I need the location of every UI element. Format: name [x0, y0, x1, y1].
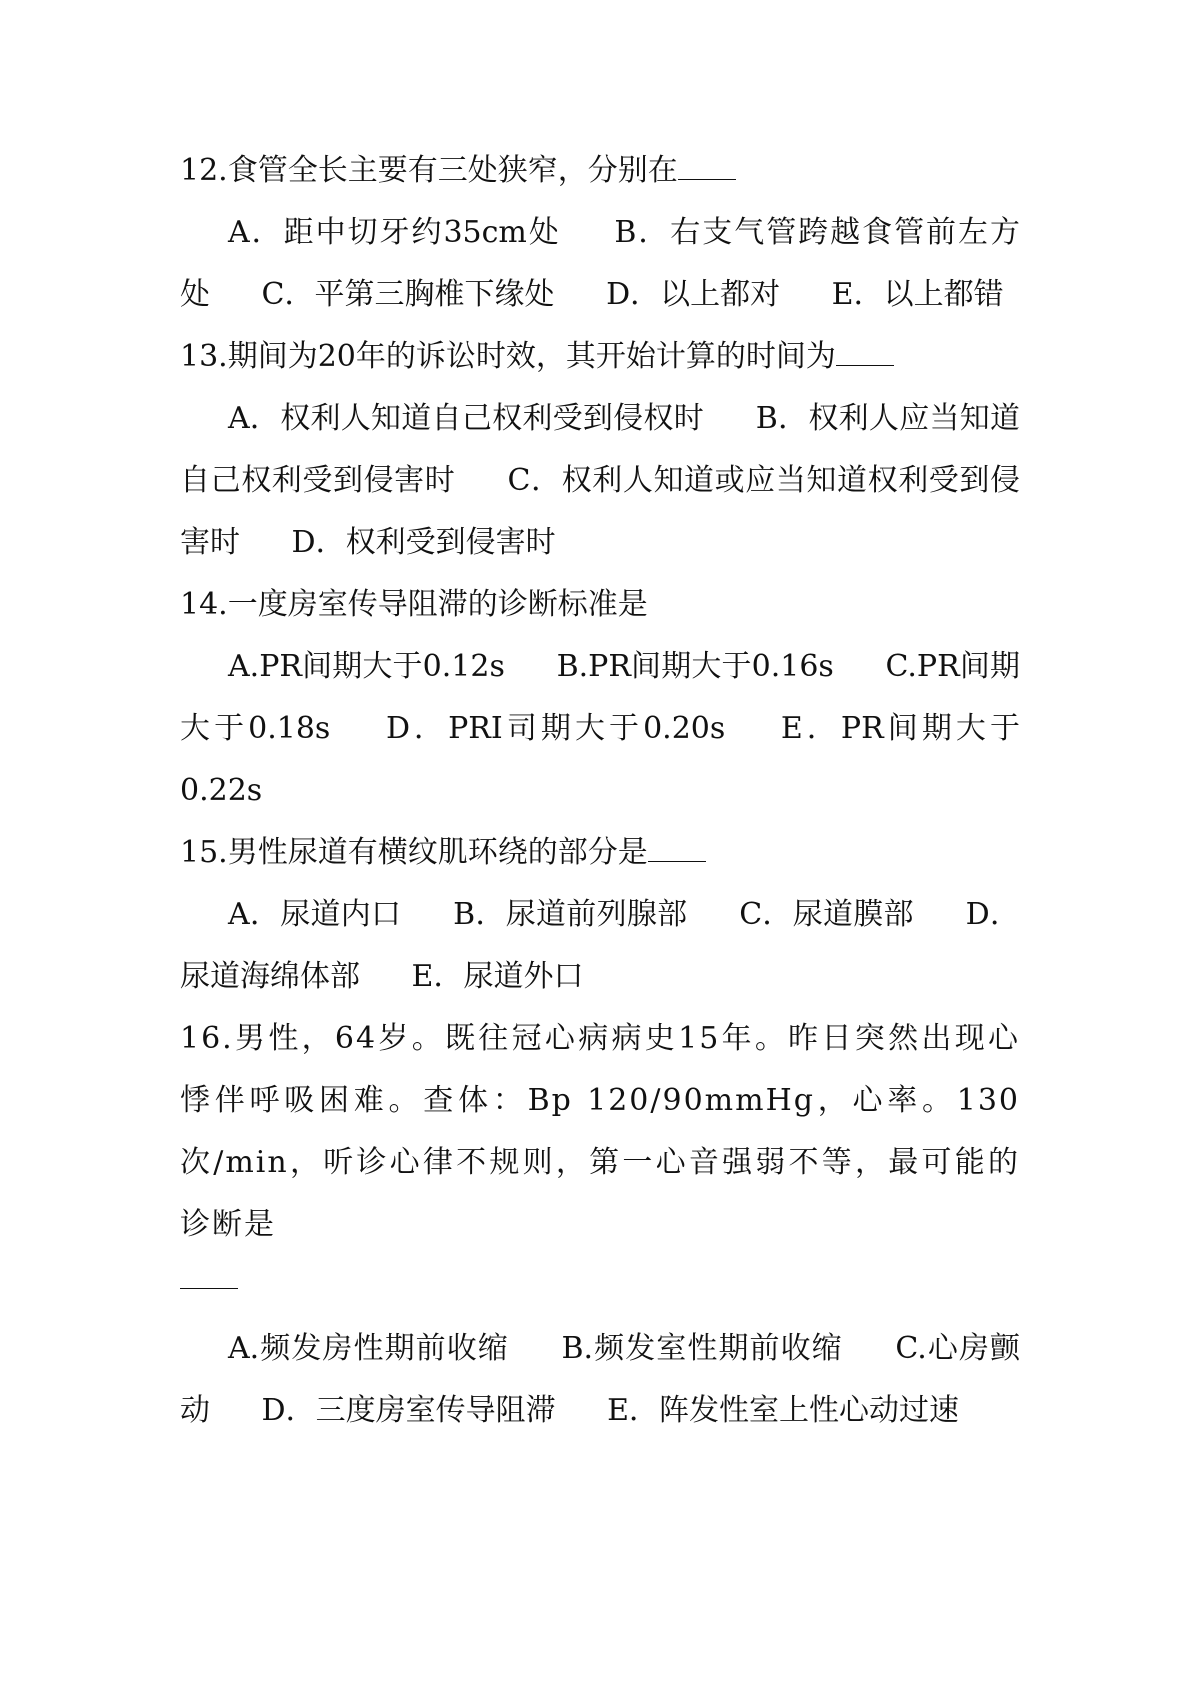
answer-blank [678, 155, 736, 180]
question-13 [180, 326, 1020, 574]
option-group [180, 884, 1020, 1008]
option-b: B．右支气管跨越食管前左方处 [180, 215, 1020, 312]
option-b: B.频发室性期前收缩 [561, 1331, 843, 1366]
stem-text: 12.食管全长主要有三处狭窄，分别在 [180, 153, 678, 188]
option-group [180, 1318, 1020, 1442]
option-d: D．以上都对 [606, 277, 781, 312]
option-e: E．尿道外口 [411, 959, 584, 994]
question-stem [180, 326, 1020, 388]
question-stem [180, 140, 1020, 202]
option-c: C.心房颤动 [180, 1331, 1021, 1428]
option-c: C．权利人知道或应当知道权利受到侵害时 [180, 463, 1020, 560]
option-e: E．阵发性室上性心动过速 [607, 1393, 960, 1428]
question-16 [180, 1008, 1020, 1442]
stem-text: 15.男性尿道有横纹肌环绕的部分是 [180, 835, 648, 870]
stem-text: 14.一度房室传导阻滞的诊断标准是 [180, 587, 648, 622]
option-group [180, 636, 1020, 822]
option-d: D．三度房室传导阻滞 [261, 1393, 556, 1428]
option-group [180, 388, 1020, 574]
question-15 [180, 822, 1020, 1008]
option-a: A．权利人知道自己权利受到侵权时 [228, 401, 704, 436]
option-e: E．PR间期大于0.22s [180, 711, 1020, 808]
option-c: C.PR间期大于0.18s [180, 649, 1020, 746]
answer-blank [648, 837, 706, 862]
option-group [180, 202, 1020, 326]
answer-blank-row [180, 1256, 1020, 1318]
option-a: A．距中切牙约35cm处 [228, 215, 561, 250]
question-12 [180, 140, 1020, 326]
question-stem [180, 822, 1020, 884]
option-a: A.频发房性期前收缩 [228, 1331, 509, 1366]
option-d: D．权利受到侵害时 [291, 525, 556, 560]
answer-blank [836, 341, 894, 366]
option-a: A.PR间期大于0.12s [228, 649, 505, 684]
stem-text: 16.男性，64岁。既往冠心病病史15年。昨日突然出现心悸伴呼吸困难。查体：Bp 120/90mmHg，心率。130次/min，听诊心律不规则，第一心音强弱不等，最可能的诊断是 [180, 1021, 1020, 1242]
option-c: C．平第三胸椎下缘处 [261, 277, 555, 312]
option-a: A．尿道内口 [228, 897, 402, 932]
question-list [180, 140, 1020, 1442]
answer-blank [180, 1264, 238, 1289]
option-b: B.PR间期大于0.16s [556, 649, 834, 684]
option-c: C．尿道膜部 [739, 897, 914, 932]
question-14 [180, 574, 1020, 822]
option-e: E．以上都错 [831, 277, 1004, 312]
option-b: B．权利人应当知道自己权利受到侵害时 [180, 401, 1020, 498]
question-stem [180, 574, 1020, 636]
question-stem [180, 1008, 1020, 1256]
option-d: D．PRI司期大于0.20s [385, 711, 726, 746]
option-b: B．尿道前列腺部 [453, 897, 688, 932]
stem-text: 13.期间为20年的诉讼时效，其开始计算的时间为 [180, 339, 836, 374]
option-d: D．尿道海绵体部 [180, 897, 1020, 994]
